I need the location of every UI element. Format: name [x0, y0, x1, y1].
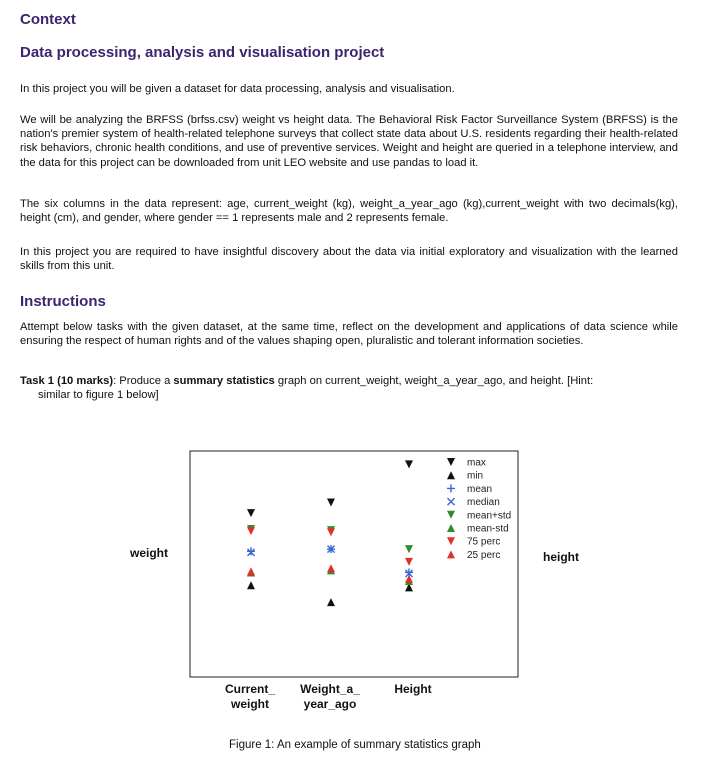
task1-bold: summary statistics	[173, 375, 275, 387]
right-axis-label: height	[543, 550, 579, 564]
point-75-perc-1	[247, 527, 255, 535]
figure-caption: Figure 1: An example of summary statistics graph	[229, 739, 481, 751]
instructions-heading: Instructions	[20, 293, 106, 310]
context-heading: Context	[20, 11, 76, 28]
discovery-paragraph: In this project you are required to have insightful discovery about the data via initial exploratory and visualization with the learned skills from this unit.	[20, 246, 678, 273]
category-label-1-line-2: weight	[231, 697, 269, 711]
legend-label-75-perc: 75 perc	[467, 536, 501, 548]
category-label-2-line-2: year_ago	[303, 697, 357, 711]
legend-marker-median	[448, 498, 455, 505]
point-75-perc-3	[405, 558, 413, 566]
legend-label-mean-std: mean-std	[467, 523, 509, 535]
brfss-paragraph: We will be analyzing the BRFSS (brfss.csv) weight vs height data. The Behavioral Risk Factor Surveillance System (BRFSS) is the nation's premier system of health-related telephone surveys that collect state data about U.S. residents regarding their health-related risk behaviors, chronic health conditions, and use of preventive services. Weight and height are queried in a telephone interview, and the data for this project can be downloaded from unit LEO website and use pandas to load it.	[20, 114, 678, 169]
task1-text-before: : Produce a	[113, 375, 174, 387]
legend-marker-max	[447, 458, 455, 466]
attempt-paragraph: Attempt below tasks with the given dataset, at the same time, reflect on the development and applications of data science while ensuring the respect of human rights and of the values shaping open, pluralistic and tolerant information societies.	[20, 321, 678, 348]
category-label-1-line-1: Current_	[224, 682, 276, 696]
legend-label-mean-std: mean+std	[467, 510, 512, 522]
left-axis-label: weight	[130, 546, 168, 560]
point-75-perc-2	[327, 528, 335, 536]
point-max-3	[405, 460, 413, 468]
point-mean-std-3	[405, 545, 413, 553]
category-label-2-line-1: Weight_a_	[300, 682, 360, 696]
legend-label-max: max	[467, 457, 486, 469]
point-min-1	[247, 581, 255, 589]
task1-label: Task 1 (10 marks)	[20, 375, 114, 387]
legend-label-25-perc: 25 perc	[467, 549, 501, 561]
legend-marker-75-perc	[447, 537, 455, 545]
legend-marker-25-perc	[447, 550, 455, 558]
legend-marker-mean-std	[447, 524, 455, 532]
point-mean-1	[247, 547, 255, 555]
task1-line2: similar to figure 1 below]	[38, 389, 159, 402]
legend-label-min: min	[467, 470, 484, 482]
point-max-1	[247, 509, 255, 517]
columns-paragraph: The six columns in the data represent: age, current_weight (kg), weight_a_year_ago (kg),current_weight with two decimals(kg), height (cm), and gender, where gender == 1 represents male and 2 represents female.	[20, 198, 678, 225]
legend-marker-mean	[447, 484, 455, 492]
point-25-perc-1	[247, 567, 255, 575]
legend-marker-min	[447, 471, 455, 479]
legend-label-median: median	[467, 497, 500, 509]
category-label-3-line-1: Height	[394, 682, 432, 696]
task1-text-after: graph on current_weight, weight_a_year_ago, and height. [Hint:	[274, 375, 594, 387]
point-25-perc-2	[327, 564, 335, 572]
project-heading: Data processing, analysis and visualisation project	[20, 44, 385, 61]
intro-paragraph: In this project you will be given a dataset for data processing, analysis and visualisation.	[20, 83, 455, 95]
legend-label-mean: mean	[467, 483, 493, 495]
point-max-2	[327, 499, 335, 507]
point-min-2	[327, 598, 335, 606]
legend-marker-mean-std	[447, 511, 455, 519]
